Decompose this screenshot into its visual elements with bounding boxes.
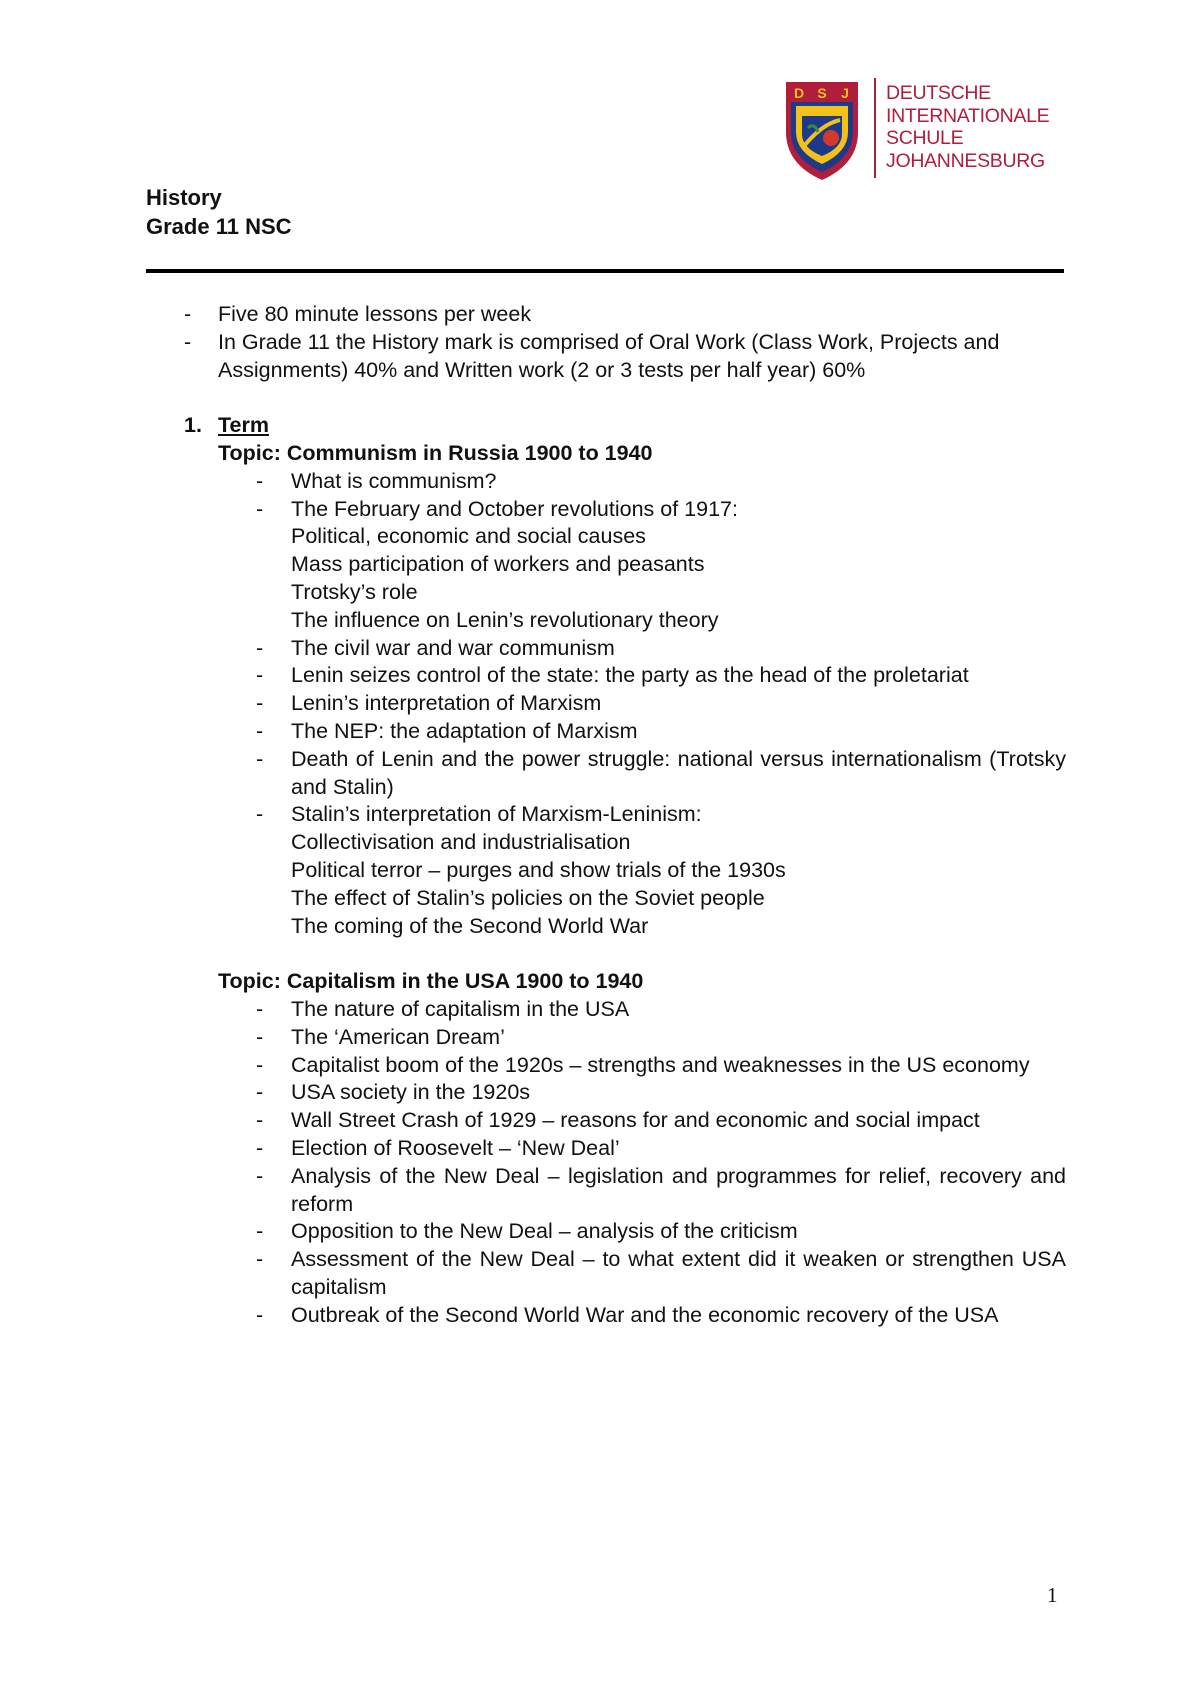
sub-item-text: The influence on Lenin’s revolutionary theory: [291, 607, 719, 632]
dash-bullet: -: [256, 691, 264, 716]
school-name: [886, 82, 1076, 172]
sub-item-text: Political, economic and social causes: [291, 524, 646, 549]
intro-list: [146, 301, 1066, 384]
list-item: [218, 746, 1066, 802]
dash-bullet: -: [256, 1052, 264, 1077]
subject-title: History: [146, 185, 222, 210]
list-item: [218, 1079, 1066, 1107]
title-rule: [146, 269, 1064, 273]
item-text: Opposition to the New Deal – analysis of the criticism: [291, 1219, 798, 1244]
list-item: [146, 329, 1066, 385]
list-item: [218, 718, 1066, 746]
item-text: Lenin’s interpretation of Marxism: [291, 691, 602, 716]
dash-bullet: -: [256, 996, 264, 1021]
crest-letter-j: J: [841, 85, 849, 101]
dash-bullet: -: [256, 663, 264, 688]
crest-letter-s: S: [817, 85, 827, 101]
dash-bullet: -: [256, 1108, 264, 1133]
school-name-line: JOHANNESBURG: [886, 149, 1045, 172]
item-text: USA society in the 1920s: [291, 1080, 531, 1105]
term-heading: Term: [218, 413, 269, 438]
dash-bullet: -: [256, 468, 264, 493]
dash-bullet: -: [184, 302, 192, 326]
term-number: 1.: [184, 413, 202, 438]
page-number: 1: [1047, 1583, 1058, 1607]
item-text: The ‘American Dream’: [291, 1024, 505, 1049]
item-text: Lenin seizes control of the state: the party as the head of the proletariat: [291, 663, 969, 688]
list-item: [218, 1052, 1066, 1080]
school-name-line: DEUTSCHE: [886, 82, 991, 104]
dash-bullet: -: [256, 802, 264, 827]
list-item: [218, 1024, 1066, 1052]
dash-bullet: -: [256, 1247, 264, 1272]
topic-title: Topic: Communism in Russia 1900 to 1940: [218, 440, 653, 465]
list-item: [218, 801, 1066, 940]
topic-spacer: [218, 940, 1066, 968]
list-item: [218, 1218, 1066, 1246]
list-item: [218, 690, 1066, 718]
item-text: Assessment of the New Deal – to what extent did it weaken or strengthen USA capitalism: [291, 1247, 1066, 1299]
item-text: The nature of capitalism in the USA: [291, 996, 630, 1021]
dash-bullet: -: [256, 1302, 264, 1327]
list-item: [218, 1107, 1066, 1135]
item-text: The civil war and war communism: [291, 635, 615, 660]
item-text: Stalin’s interpretation of Marxism-Leninism:: [291, 802, 702, 827]
list-item: [218, 1163, 1066, 1219]
dash-bullet: -: [256, 1080, 264, 1105]
dash-bullet: -: [184, 329, 192, 354]
sub-item-text: Political terror – purges and show trials of the 1930s: [291, 857, 786, 882]
item-text: The NEP: the adaptation of Marxism: [291, 718, 638, 743]
list-item: [218, 1246, 1066, 1302]
dash-bullet: -: [256, 1163, 264, 1188]
school-logo: [782, 76, 1072, 182]
item-text: Wall Street Crash of 1929 – reasons for and economic and social impact: [291, 1108, 980, 1133]
list-item: [218, 468, 1066, 496]
dash-bullet: -: [256, 1135, 264, 1160]
item-text: Analysis of the New Deal – legislation and programmes for relief, recovery and reform: [291, 1163, 1066, 1216]
list-item: [218, 496, 1066, 635]
crest-letter-d: D: [793, 85, 805, 101]
dash-bullet: -: [256, 635, 264, 660]
dash-bullet: -: [256, 1024, 264, 1049]
sub-item-text: The effect of Stalin’s policies on the Soviet people: [291, 885, 765, 910]
school-crest-icon: [782, 76, 862, 182]
sub-item-text: The coming of the Second World War: [291, 913, 649, 938]
list-item: [218, 1135, 1066, 1163]
school-name-line: SCHULE: [886, 127, 964, 149]
sub-item-text: Collectivisation and industrialisation: [291, 830, 631, 855]
item-text: The February and October revolutions of 1917:: [291, 496, 738, 521]
topic-title: Topic: Capitalism in the USA 1900 to 1940: [218, 969, 644, 994]
item-text: What is communism?: [291, 468, 497, 493]
dash-bullet: -: [256, 1219, 264, 1244]
document-title: [146, 183, 292, 241]
topic-items-list: [218, 996, 1066, 1330]
topic-items-list: [218, 468, 1066, 941]
list-item: [218, 662, 1066, 690]
item-text: Capitalist boom of the 1920s – strengths and weaknesses in the US economy: [291, 1052, 1030, 1077]
grade-title: Grade 11 NSC: [146, 214, 292, 239]
list-item: [218, 635, 1066, 663]
sub-item-text: Mass participation of workers and peasants: [291, 552, 705, 577]
list-item: [218, 1302, 1066, 1330]
item-text: Death of Lenin and the power struggle: national versus internationalism (Trotsky and Stalin): [291, 746, 1066, 799]
syllabus-content: [146, 301, 1066, 1329]
term-section: [146, 412, 1066, 1329]
intro-item-text: Five 80 minute lessons per week: [218, 302, 532, 326]
school-name-line: INTERNATIONALE: [886, 104, 1050, 127]
item-text: Outbreak of the Second World War and the economic recovery of the USA: [291, 1302, 999, 1327]
topics-container: [218, 440, 1066, 1330]
intro-item-text: In Grade 11 the History mark is comprised of Oral Work (Class Work, Projects and Assignments) 40% and Written work (2 or 3 tests per half year) 60%: [218, 329, 1000, 382]
dash-bullet: -: [256, 718, 264, 743]
item-text: Election of Roosevelt – ‘New Deal’: [291, 1135, 620, 1160]
dash-bullet: -: [256, 746, 264, 771]
sub-item-text: Trotsky’s role: [291, 579, 418, 604]
list-item: [218, 996, 1066, 1024]
logo-divider: [874, 78, 876, 178]
dash-bullet: -: [256, 496, 264, 521]
list-item: [146, 301, 1066, 329]
